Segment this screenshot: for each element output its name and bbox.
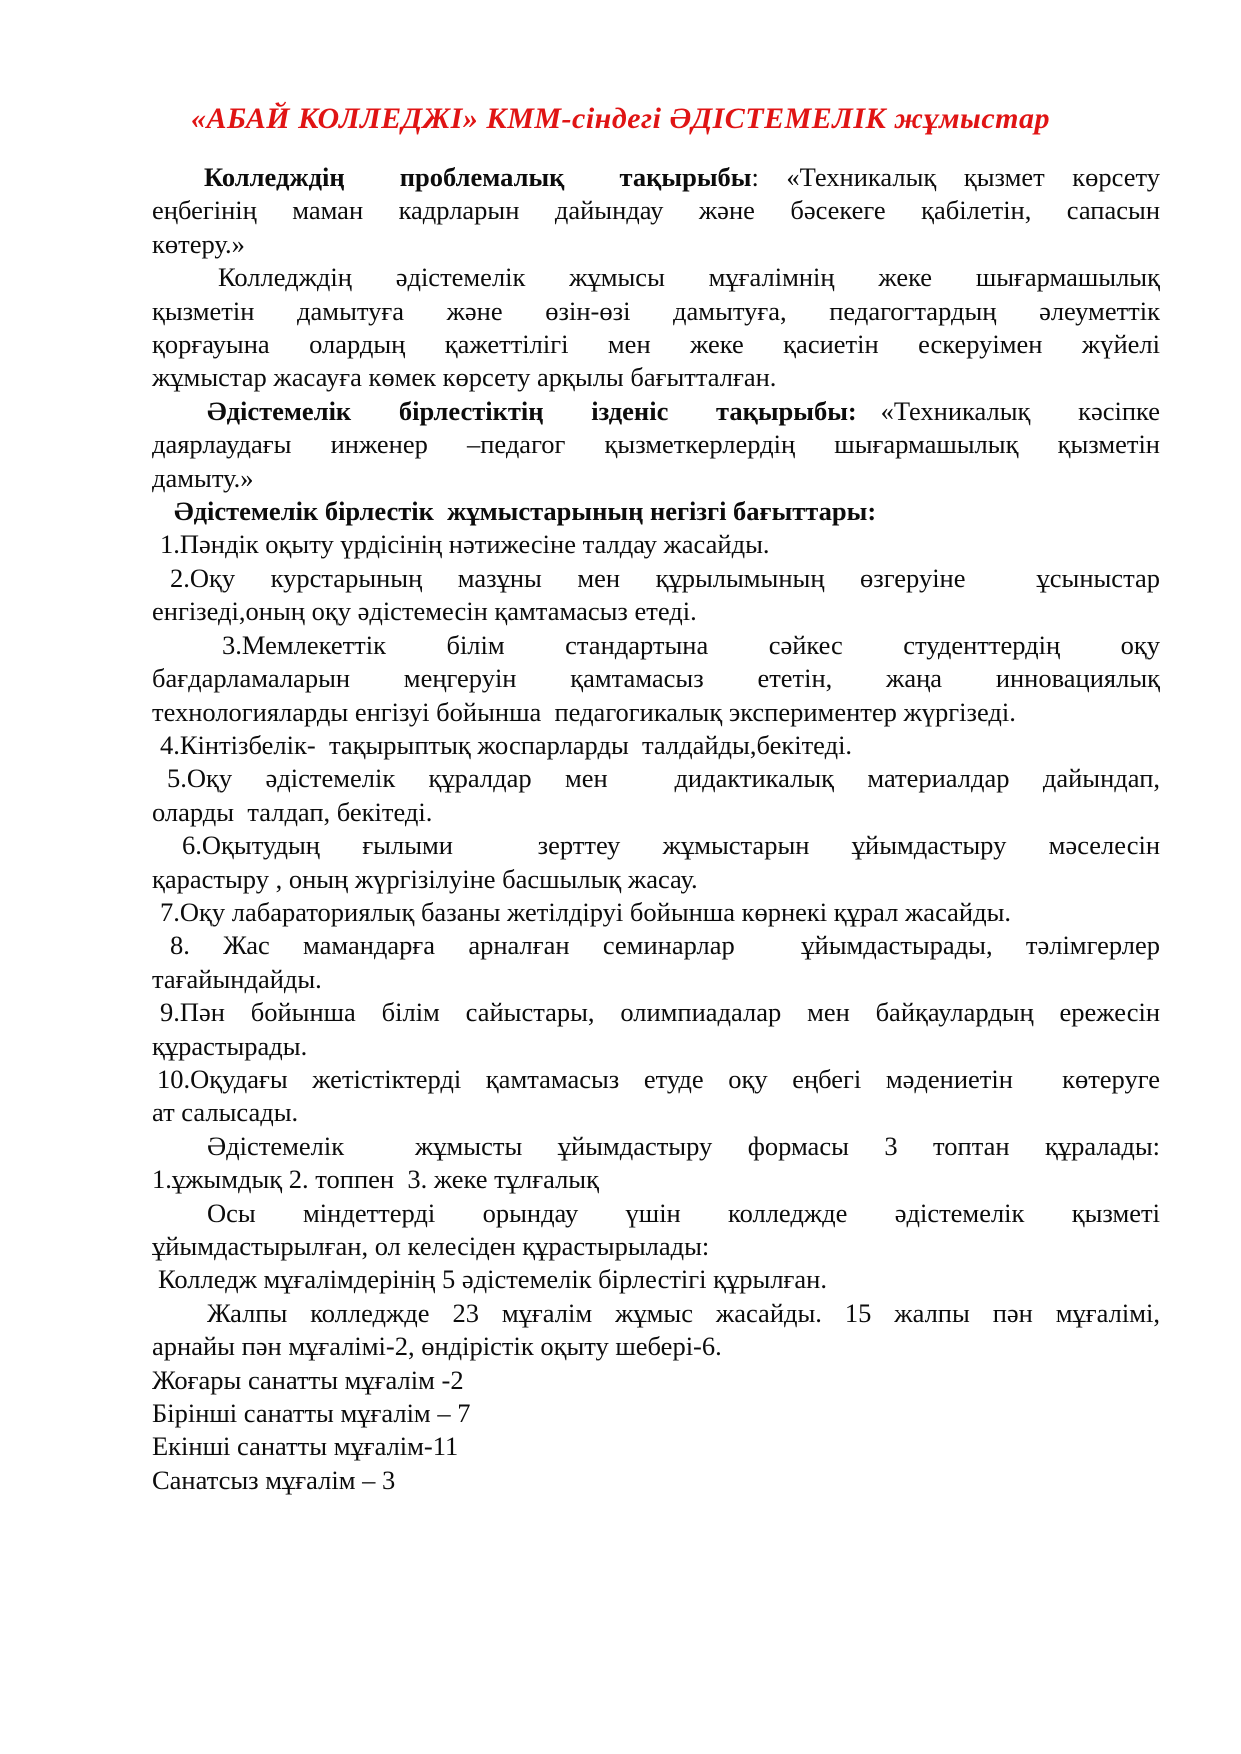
text-line: [152, 428, 1160, 461]
paragraph: [152, 1263, 1160, 1296]
text-line: [152, 528, 1160, 561]
body-text: жұмыстар жасауға көмек көрсету арқылы бағытталған.: [152, 362, 777, 393]
body-text: енгізеді,оның оқу әдістемесін қамтамасыз етеді.: [152, 596, 697, 627]
text-line: [152, 562, 1160, 595]
body-text: 6.Оқытудың ғылыми зерттеу жұмыстарын ұйымдастыру мәселесін: [182, 830, 1160, 861]
body-text: Әдістемелік жұмысты ұйымдастыру формасы 3 топтан құралады:: [207, 1130, 1160, 1161]
document-body: [152, 161, 1160, 1497]
paragraph: [152, 629, 1160, 729]
paragraph: [152, 929, 1160, 996]
text-line: [152, 328, 1160, 361]
text-line: [152, 161, 1160, 194]
paragraph: [152, 528, 1160, 561]
text-line: [152, 495, 1160, 528]
body-text: қызметін дамытуға және өзін-өзі дамытуға, педагогтардың әлеуметтік: [152, 295, 1160, 326]
bold-text: Әдістемелік бірлестік жұмыстарының негізгі бағыттары:: [174, 496, 877, 527]
body-text: қарастыру , оның жүргізілуіне басшылық жасау.: [152, 863, 698, 894]
paragraph: [152, 1297, 1160, 1364]
body-text: 9.Пән бойынша білім сайыстары, олимпиадалар мен байқаулардың ережесін: [160, 997, 1160, 1028]
text-line: [152, 1163, 1160, 1196]
text-line: [152, 662, 1160, 695]
text-line: [152, 1130, 1160, 1163]
text-line: [152, 1364, 1160, 1397]
paragraph: [152, 261, 1160, 395]
body-text: ат салысады.: [152, 1097, 299, 1128]
body-text: 3.Мемлекеттік білім стандартына сәйкес студенттердің оқу: [222, 629, 1160, 660]
body-text: ұйымдастырылған, ол келесіден құрастырылады:: [152, 1231, 710, 1261]
paragraph: [152, 395, 1160, 495]
text-line: [152, 1197, 1160, 1230]
text-line: [152, 194, 1160, 227]
text-line: [152, 1030, 1160, 1063]
body-text: «Техникалық кәсіпке: [856, 395, 1160, 426]
body-text: 5.Оқу әдістемелік құралдар мен дидактикалық материалдар дайындап,: [167, 763, 1160, 794]
text-line: [152, 1464, 1160, 1497]
body-text: 1.Пәндік оқыту үрдісінің нәтижесіне талдау жасайды.: [160, 529, 770, 560]
paragraph: [152, 729, 1160, 762]
text-line: [152, 261, 1160, 294]
page-title: «АБАЙ КОЛЛЕДЖІ» КММ-сіндегі ӘДІСТЕМЕЛІК жұмыстар: [191, 102, 1050, 135]
text-line: [152, 696, 1160, 729]
paragraph: [152, 1430, 1160, 1463]
paragraph: [152, 762, 1160, 829]
body-text: дамыту.»: [152, 462, 254, 493]
text-line: [152, 295, 1160, 328]
text-line: [152, 629, 1160, 662]
text-line: [152, 762, 1160, 795]
body-text: 2.Оқу курстарының мазұны мен құрылымының өзгеруіне ұсыныстар: [170, 562, 1160, 593]
paragraph: [152, 896, 1160, 929]
text-line: [152, 1096, 1160, 1129]
paragraph: [152, 1397, 1160, 1430]
text-line: [152, 595, 1160, 628]
body-text: оларды талдап, бекітеді.: [152, 796, 433, 827]
body-text: Санатсыз мұғалім – 3: [152, 1464, 396, 1495]
paragraph: [152, 161, 1160, 261]
paragraph: [152, 562, 1160, 629]
body-text: Осы міндеттерді орындау үшін колледжде әдістемелік қызметі: [207, 1197, 1160, 1228]
paragraph: [152, 1364, 1160, 1397]
paragraph: [152, 996, 1160, 1063]
body-text: арнайы пән мұғалімі-2, өндірістік оқыту шебері-6.: [152, 1331, 722, 1362]
text-line: [152, 996, 1160, 1029]
body-text: көтеру.»: [152, 228, 245, 259]
text-line: [152, 963, 1160, 996]
body-text: Колледж мұғалімдерінің 5 әдістемелік бірлестігі құрылған.: [158, 1264, 827, 1295]
body-text: Жоғары санатты мұғалім -2: [152, 1364, 464, 1395]
text-line: [152, 361, 1160, 394]
text-line: [152, 1263, 1160, 1296]
text-line: [152, 1430, 1160, 1463]
text-line: [152, 228, 1160, 261]
body-text: тағайындайды.: [152, 963, 322, 994]
body-text: Бірінші санатты мұғалім – 7: [152, 1398, 471, 1429]
bold-text: Әдістемелік бірлестіктің ізденіс тақырыбы:: [207, 395, 857, 426]
body-text: 7.Оқу лабараториялық базаны жетілдіруі бойынша көрнекі құрал жасайды.: [160, 896, 1012, 927]
paragraph: [152, 495, 1160, 528]
text-line: [152, 863, 1160, 896]
body-text: Колледждің әдістемелік жұмысы мұғалімнің жеке шығармашылық: [218, 262, 1160, 293]
text-line: [152, 796, 1160, 829]
text-line: [152, 1297, 1160, 1330]
text-line: [152, 395, 1160, 428]
text-line: [152, 1330, 1160, 1363]
body-text: Екінші санатты мұғалім-11: [152, 1431, 459, 1462]
paragraph: [152, 1197, 1160, 1264]
text-line: [152, 1063, 1160, 1096]
text-line: [152, 1230, 1160, 1263]
paragraph: [152, 1464, 1160, 1497]
body-text: : «Техникалық қызмет көрсету: [751, 162, 1160, 192]
body-text: 4.Кінтізбелік- тақырыптық жоспарларды талдайды,бекітеді.: [160, 729, 853, 760]
paragraph: [152, 1063, 1160, 1130]
text-line: [152, 896, 1160, 929]
paragraph: [152, 1130, 1160, 1197]
text-line: [152, 1397, 1160, 1430]
body-text: даярлаудағы инженер –педагог қызметкерлердің шығармашылық қызметін: [152, 429, 1160, 460]
body-text: технологияларды енгізуі бойынша педагогикалық экспериментер жүргізеді.: [152, 696, 1016, 727]
text-line: [152, 462, 1160, 495]
body-text: 8. Жас мамандарға арналған семинарлар ұйымдастырады, тәлімгерлер: [170, 930, 1160, 961]
paragraph: [152, 829, 1160, 896]
body-text: құрастырады.: [152, 1030, 308, 1061]
body-text: Жалпы колледжде 23 мұғалім жұмыс жасайды. 15 жалпы пән мұғалімі,: [207, 1297, 1160, 1328]
body-text: еңбегінің маман кадрларын дайындау және бәсекеге қабілетін, сапасын: [152, 195, 1160, 226]
body-text: 10.Оқудағы жетістіктерді қамтамасыз етуде оқу еңбегі мәдениетін көтеруге: [157, 1063, 1160, 1094]
text-line: [152, 729, 1160, 762]
body-text: бағдарламаларын меңгеруін қамтамасыз ететін, жаңа инновациялық: [152, 663, 1160, 694]
body-text: қорғауына олардың қажеттілігі мен жеке қасиетін ескеруімен жүйелі: [152, 329, 1160, 360]
text-line: [152, 929, 1160, 962]
bold-text: Колледждің проблемалық тақырыбы: [204, 162, 752, 192]
text-line: [152, 829, 1160, 862]
body-text: 1.ұжымдық 2. топпен 3. жеке тұлғалық: [152, 1164, 599, 1195]
